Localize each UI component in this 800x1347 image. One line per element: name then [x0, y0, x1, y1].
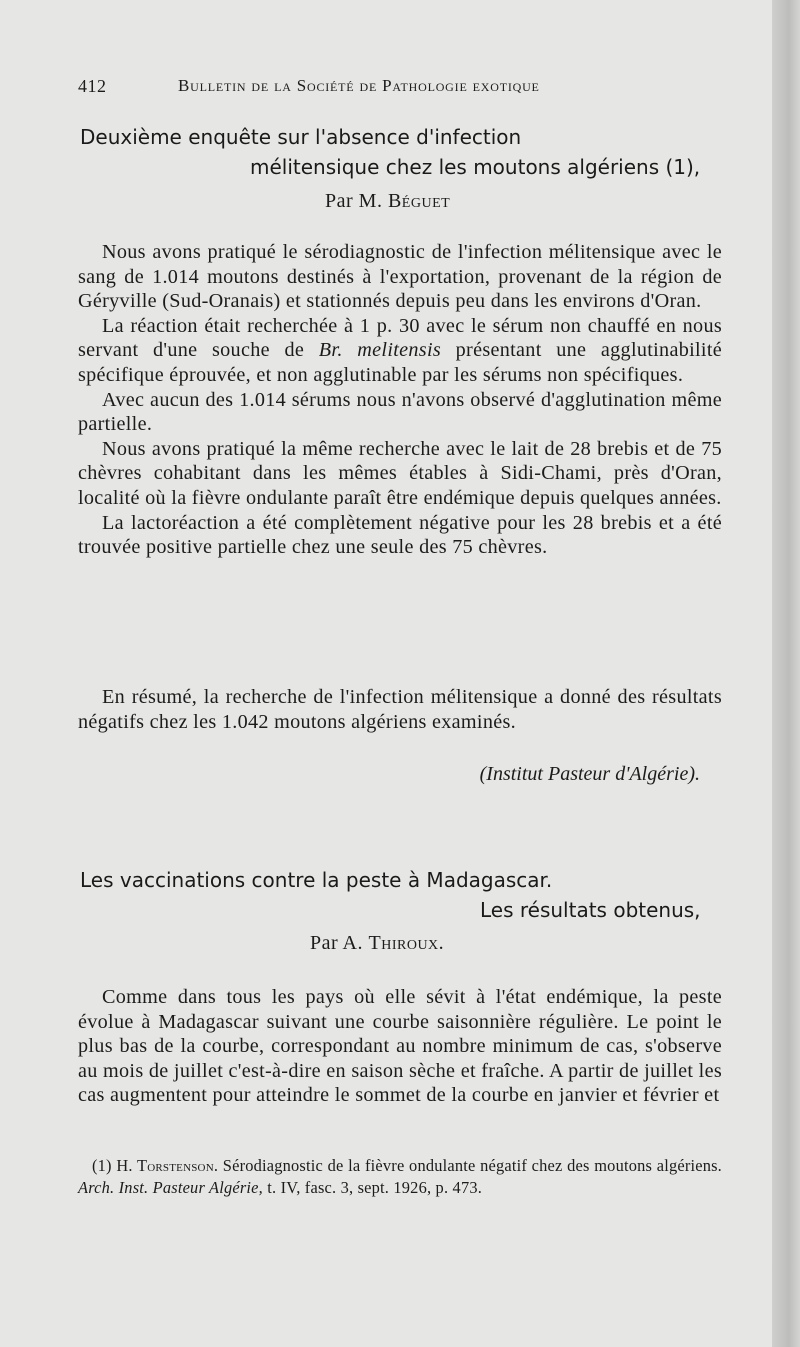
article1-signature: (Institut Pasteur d'Algérie). — [479, 763, 700, 785]
article1-paragraph: Nous avons pratiqué la même recherche avec le lait de 28 brebis et de 75 chèvres cohabitant dans les mêmes étables à Sidi-Chami, près d'Oran, localité où la fièvre ondulante paraît être endémique depuis quelques années. — [78, 437, 722, 509]
article1-paragraph: La lactoréaction a été complètement négative pour les 28 brebis et a été trouvée positive partielle chez une seule des 75 chèvres. — [78, 511, 722, 559]
article1-author-name: Béguet — [387, 190, 451, 212]
footnote — [78, 1155, 722, 1199]
page-edge — [772, 0, 800, 1347]
footnote-journal: Arch. Inst. Pasteur Algérie, — [78, 1178, 263, 1197]
article1-author-prefix: Par M. — [325, 190, 383, 212]
article1-paragraph — [78, 314, 722, 388]
article1-body — [78, 240, 722, 560]
article2-title-line1: Les vaccinations contre la peste à Madagascar. — [80, 868, 553, 892]
article1-byline — [325, 190, 450, 213]
article1-para2-after: présentant une agglutinabilité spécifique éprouvée, et non agglutinable par les sérums non spécifiques. — [78, 339, 723, 386]
article2-body — [78, 985, 722, 1108]
article1-title-line1: Deuxième enquête sur l'absence d'infection — [80, 125, 522, 149]
article2-author-name: Thiroux. — [368, 932, 445, 954]
footnote-marker: (1) — [92, 1156, 112, 1175]
article1-para2-italic: Br. melitensis — [318, 339, 442, 362]
article1-para2-before: La réaction était recherchée à 1 p. 30 avec le sérum non chauffé en nous servant d'une souche de — [78, 314, 722, 362]
footnote-author: H. Torstenson. — [116, 1156, 219, 1175]
article2-byline — [310, 932, 444, 955]
running-header — [78, 76, 730, 102]
article2-paragraph: Comme dans tous les pays où elle sévit à l'état endémique, la peste évolue à Madagascar suivant une courbe saisonnière régulière. Le point le plus bas de la courbe, correspondant au nombre minimum de cas, s'observe au mois de juillet c'est-à-dire en saison sèche et fraîche. A partir de juillet les cas augmentent pour atteindre le sommet de la courbe en janvier et février et — [78, 986, 722, 1107]
footnote-text-before: Sérodiagnostic de la fièvre ondulante négatif chez des moutons algériens. — [222, 1156, 722, 1175]
footnote-text-after: t. IV, fasc. 3, sept. 1926, p. 473. — [267, 1178, 483, 1197]
page-number: 412 — [78, 76, 107, 96]
article1-title-line2: mélitensique chez les moutons algériens (1), — [250, 155, 701, 179]
article2-author-prefix: Par A. — [310, 932, 363, 954]
article1-paragraph: Nous avons pratiqué le sérodiagnostic de l'infection mélitensique avec le sang de 1.014 moutons destinés à l'exportation, provenant de la région de Géryville (Sud-Oranais) et stationnés depuis peu dans les environs d'Oran. — [78, 241, 722, 313]
article1-summary — [78, 685, 722, 734]
running-title: Bulletin de la Société de Pathologie exotique — [178, 76, 540, 95]
article1-paragraph: Avec aucun des 1.014 sérums nous n'avons observé d'agglutination même partielle. — [78, 388, 722, 436]
article1-paragraph: En résumé, la recherche de l'infection mélitensique a donné des résultats négatifs chez les 1.042 moutons algériens examinés. — [78, 686, 722, 733]
article2-title-line2: Les résultats obtenus, — [480, 898, 701, 922]
